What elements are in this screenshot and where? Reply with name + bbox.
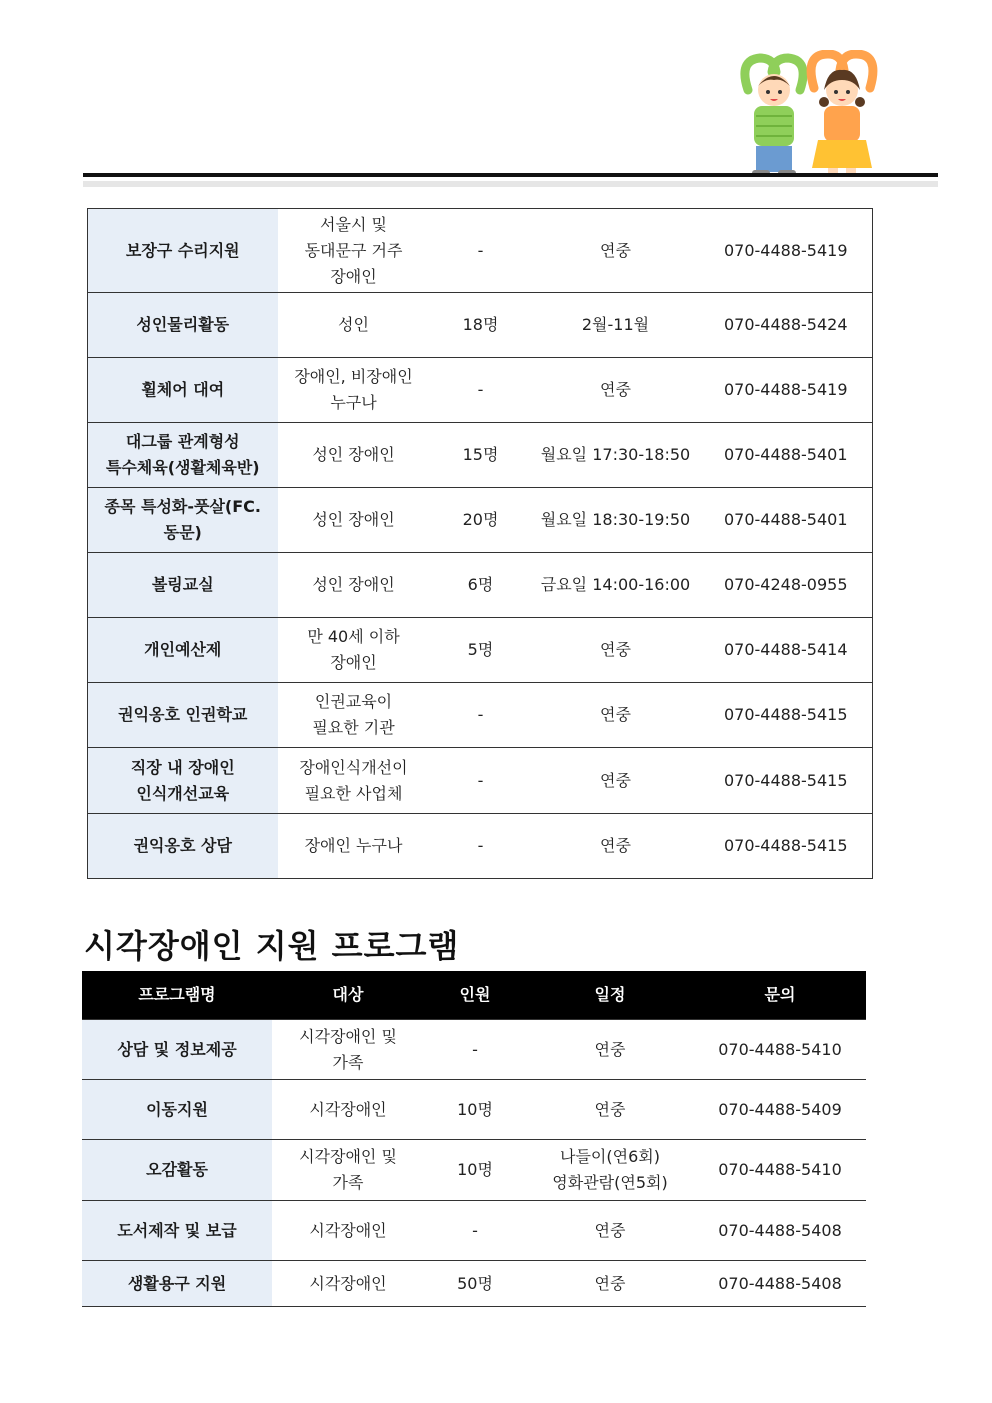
target-cell: 장애인식개선이 필요한 사업체 [278, 748, 430, 814]
contact-cell: 070-4488-5410 [694, 1020, 866, 1080]
table-row [88, 293, 873, 358]
target-cell: 시각장애인 및 가족 [272, 1140, 424, 1201]
contact-cell: 070-4488-5415 [700, 814, 873, 879]
schedule-cell: 연중 [526, 1080, 694, 1140]
program-name-cell: 개인예산제 [88, 618, 278, 683]
program-table [87, 208, 873, 879]
count-cell: 6명 [430, 553, 532, 618]
count-cell: 10명 [424, 1140, 526, 1201]
count-cell: - [424, 1201, 526, 1261]
table-row [82, 1201, 866, 1261]
table-row [88, 553, 873, 618]
program-name-cell: 상담 및 정보제공 [82, 1020, 272, 1080]
schedule-cell: 연중 [526, 1201, 694, 1261]
program-name-cell: 도서제작 및 보급 [82, 1201, 272, 1261]
count-cell: 15명 [430, 423, 532, 488]
schedule-cell: 연중 [532, 748, 700, 814]
count-cell: 10명 [424, 1080, 526, 1140]
program-name-cell: 이동지원 [82, 1080, 272, 1140]
contact-cell: 070-4488-5419 [700, 209, 873, 293]
children-heart-illustration [730, 50, 890, 180]
header-count: 인원 [424, 971, 526, 1020]
header-rule [83, 173, 938, 177]
target-cell: 성인 장애인 [278, 488, 430, 553]
schedule-cell: 연중 [532, 358, 700, 423]
contact-cell: 070-4488-5419 [700, 358, 873, 423]
count-cell: - [424, 1020, 526, 1080]
target-cell: 성인 장애인 [278, 553, 430, 618]
schedule-cell: 나들이(연6회) 영화관람(연5회) [526, 1140, 694, 1201]
header-target: 대상 [272, 971, 424, 1020]
header-schedule: 일정 [526, 971, 694, 1020]
table-row [88, 618, 873, 683]
section-title: 시각장애인 지원 프로그램 [84, 927, 460, 965]
target-cell: 시각장애인 [272, 1201, 424, 1261]
program-name-cell: 휠체어 대여 [88, 358, 278, 423]
contact-cell: 070-4488-5415 [700, 683, 873, 748]
contact-cell: 070-4488-5401 [700, 423, 873, 488]
schedule-cell: 연중 [532, 618, 700, 683]
target-cell: 만 40세 이하 장애인 [278, 618, 430, 683]
schedule-cell: 월요일 17:30-18:50 [532, 423, 700, 488]
table-row [88, 209, 873, 293]
program-name-cell: 권익옹호 상담 [88, 814, 278, 879]
schedule-cell: 연중 [532, 209, 700, 293]
count-cell: 50명 [424, 1261, 526, 1307]
program-name-cell: 오감활동 [82, 1140, 272, 1201]
contact-cell: 070-4488-5410 [694, 1140, 866, 1201]
target-cell: 장애인 누구나 [278, 814, 430, 879]
program-name-cell: 생활용구 지원 [82, 1261, 272, 1307]
program-name-cell: 종목 특성화-풋살(FC. 동문) [88, 488, 278, 553]
table-row [88, 358, 873, 423]
program-name-cell: 대그룹 관계형성 특수체육(생활체육반) [88, 423, 278, 488]
table-row [88, 748, 873, 814]
schedule-cell: 월요일 18:30-19:50 [532, 488, 700, 553]
count-cell: - [430, 748, 532, 814]
table-row [82, 1261, 866, 1307]
table-row [88, 683, 873, 748]
count-cell: - [430, 209, 532, 293]
contact-cell: 070-4488-5414 [700, 618, 873, 683]
target-cell: 인권교육이 필요한 기관 [278, 683, 430, 748]
program-name-cell: 직장 내 장애인 인식개선교육 [88, 748, 278, 814]
table-row [88, 423, 873, 488]
program-name-cell: 성인물리활동 [88, 293, 278, 358]
header-rule-shadow [83, 181, 938, 187]
schedule-cell: 연중 [532, 683, 700, 748]
schedule-cell: 연중 [526, 1020, 694, 1080]
table-row [82, 1080, 866, 1140]
program-name-cell: 권익옹호 인권학교 [88, 683, 278, 748]
target-cell: 성인 장애인 [278, 423, 430, 488]
target-cell: 성인 [278, 293, 430, 358]
count-cell: - [430, 814, 532, 879]
contact-cell: 070-4488-5408 [694, 1261, 866, 1307]
count-cell: 5명 [430, 618, 532, 683]
target-cell: 서울시 및 동대문구 거주 장애인 [278, 209, 430, 293]
table-row [88, 814, 873, 879]
contact-cell: 070-4488-5409 [694, 1080, 866, 1140]
contact-cell: 070-4488-5408 [694, 1201, 866, 1261]
target-cell: 시각장애인 [272, 1080, 424, 1140]
count-cell: 20명 [430, 488, 532, 553]
schedule-cell: 연중 [526, 1261, 694, 1307]
count-cell: - [430, 683, 532, 748]
schedule-cell: 금요일 14:00-16:00 [532, 553, 700, 618]
table-row [82, 1140, 866, 1201]
header-program-name: 프로그램명 [82, 971, 272, 1020]
schedule-cell: 연중 [532, 814, 700, 879]
header-contact: 문의 [694, 971, 866, 1020]
contact-cell: 070-4248-0955 [700, 553, 873, 618]
program-name-cell: 보장구 수리지원 [88, 209, 278, 293]
count-cell: - [430, 358, 532, 423]
count-cell: 18명 [430, 293, 532, 358]
visual-impairment-program-table [82, 971, 866, 1307]
target-cell: 장애인, 비장애인 누구나 [278, 358, 430, 423]
table-row [88, 488, 873, 553]
program-name-cell: 볼링교실 [88, 553, 278, 618]
contact-cell: 070-4488-5415 [700, 748, 873, 814]
target-cell: 시각장애인 [272, 1261, 424, 1307]
table-row [82, 1020, 866, 1080]
target-cell: 시각장애인 및 가족 [272, 1020, 424, 1080]
contact-cell: 070-4488-5424 [700, 293, 873, 358]
schedule-cell: 2월-11월 [532, 293, 700, 358]
contact-cell: 070-4488-5401 [700, 488, 873, 553]
table-header-row [82, 971, 866, 1020]
